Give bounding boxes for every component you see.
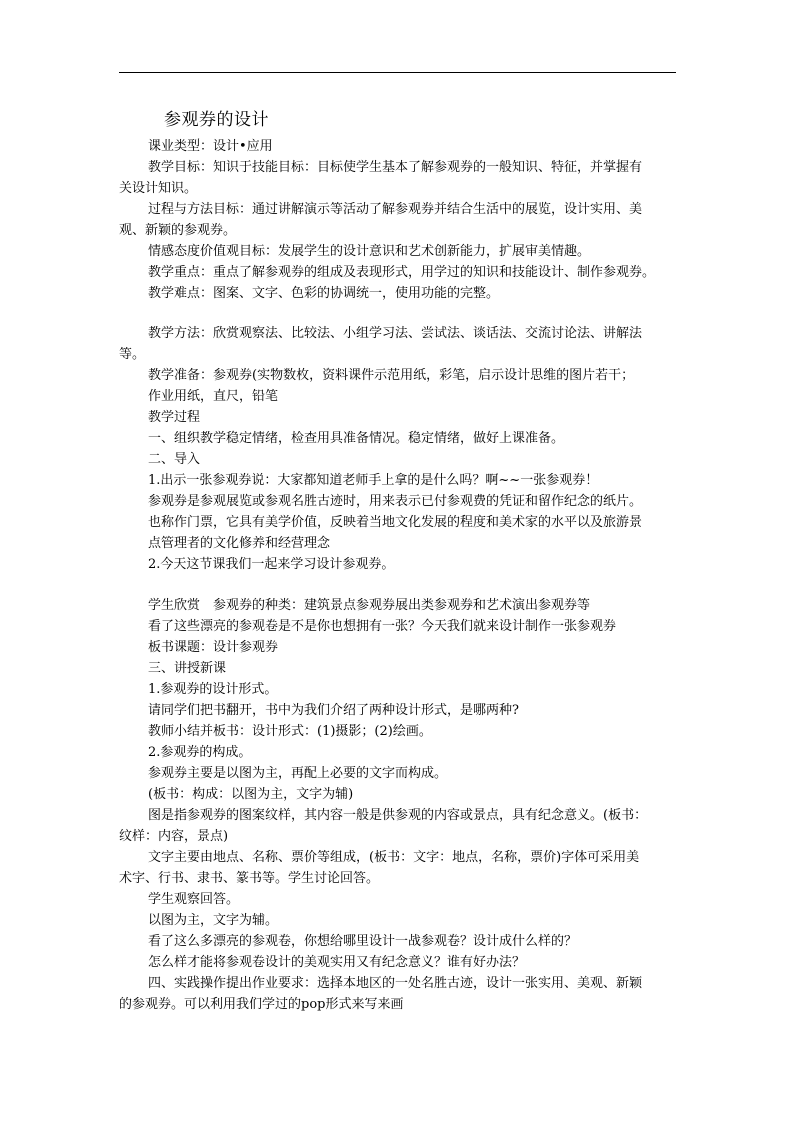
text-line: 参观券是参观展览或参观名胜古迹时，用来表示已付参观费的凭证和留作纪念的纸片。	[148, 494, 643, 509]
text-line: 怎么样才能将参观卷设计的美观实用又有纪念意义？谁有好办法？	[148, 955, 526, 970]
text-line: 观、新颖的参观券。	[119, 223, 237, 238]
text-line: 教学重点：重点了解参观券的组成及表现形式，用学过的知识和技能设计、制作参观券。	[148, 265, 656, 280]
text-line: 教学方法：欣赏观察法、比较法、小组学习法、尝试法、谈话法、交流讨论法、讲解法	[148, 326, 643, 341]
text-line: 等。	[119, 347, 146, 362]
text-line: 课业类型：设计•应用	[148, 139, 273, 154]
text-line: 1.参观券的设计形式。	[148, 682, 278, 697]
text-line: 看了这么多漂亮的参观卷，你想给哪里设计一战参观卷？设计成什么样的？	[148, 934, 578, 949]
text-line: 板书课题：设计参观券	[148, 640, 279, 655]
text-line: 的参观券。可以利用我们学过的pop形式来写来画	[119, 997, 404, 1012]
text-line: 看了这些漂亮的参观卷是不是你也想拥有一张？今天我们就来设计制作一张参观券	[148, 619, 617, 634]
text-line: 教学难点：图案、文字、色彩的协调统一，使用功能的完整。	[148, 286, 500, 301]
text-line: 请同学们把书翻开，书中为我们介绍了两种设计形式，是哪两种?	[148, 703, 519, 718]
text-line: 关设计知识。	[119, 181, 198, 196]
text-line: 2.今天这节课我们一起来学习设计参观券。	[148, 557, 395, 572]
text-line: 以图为主，文字为辅。	[148, 913, 279, 928]
text-line: (板书：构成：以图为主，文字为辅)	[148, 787, 354, 802]
text-line: 作业用纸，直尺，铅笔	[148, 389, 279, 404]
text-line: 教师小结并板书：设计形式：(1)摄影；(2)绘画。	[148, 724, 432, 739]
text-line: 术字、行书、隶书、篆书等。学生讨论回答。	[119, 871, 380, 886]
text-line: 二、导入	[148, 452, 201, 467]
text-line: 1.出示一张参观券说：大家都知道老师手上拿的是什么吗？啊~~一张参观券！	[148, 473, 599, 488]
text-line: 文字主要由地点、名称、票价等组成，(板书：文字：地点，名称，票价)字体可采用美	[148, 850, 640, 865]
document-title: 参观券的设计	[164, 110, 269, 130]
text-line: 三、讲授新课	[148, 661, 227, 676]
text-line: 2.参观券的构成。	[148, 745, 252, 760]
text-line: 一、组织教学稳定情绪，检查用具准备情况。稳定情绪，做好上课准备。	[148, 431, 565, 446]
header-rule	[119, 72, 676, 73]
text-line: 点管理者的文化修养和经营理念	[148, 536, 331, 551]
text-line: 情感态度价值观目标：发展学生的设计意识和艺术创新能力，扩展审美情趣。	[148, 244, 591, 259]
text-line: 学生观察回答。	[148, 892, 240, 907]
text-line: 四、实践操作提出作业要求：选择本地区的一处名胜古迹，设计一张实用、美观、新颖	[148, 976, 643, 991]
text-line: 也称作门票，它具有美学价值，反映着当地文化发展的程度和美术家的水平以及旅游景	[148, 515, 643, 530]
text-line: 教学准备：参观券(实物数枚，资料课件示范用纸，彩笔，启示设计思维的图片若干；	[148, 368, 635, 383]
text-line: 纹样：内容，景点)	[119, 829, 229, 844]
text-line: 教学目标：知识于技能目标：目标使学生基本了解参观券的一般知识、特征，并掌握有	[148, 160, 643, 175]
text-line: 教学过程	[148, 410, 201, 425]
text-line: 学生欣赏 参观券的种类：建筑景点参观券展出类参观券和艺术演出参观券等	[148, 598, 591, 613]
text-line: 过程与方法目标：通过讲解演示等活动了解参观券并结合生活中的展览，设计实用、美	[148, 202, 643, 217]
text-line: 参观券主要是以图为主，再配上必要的文字而构成。	[148, 766, 448, 781]
text-line: 图是指参观券的图案纹样，其内容一般是供参观的内容或景点，具有纪念意义。(板书：	[148, 808, 648, 823]
